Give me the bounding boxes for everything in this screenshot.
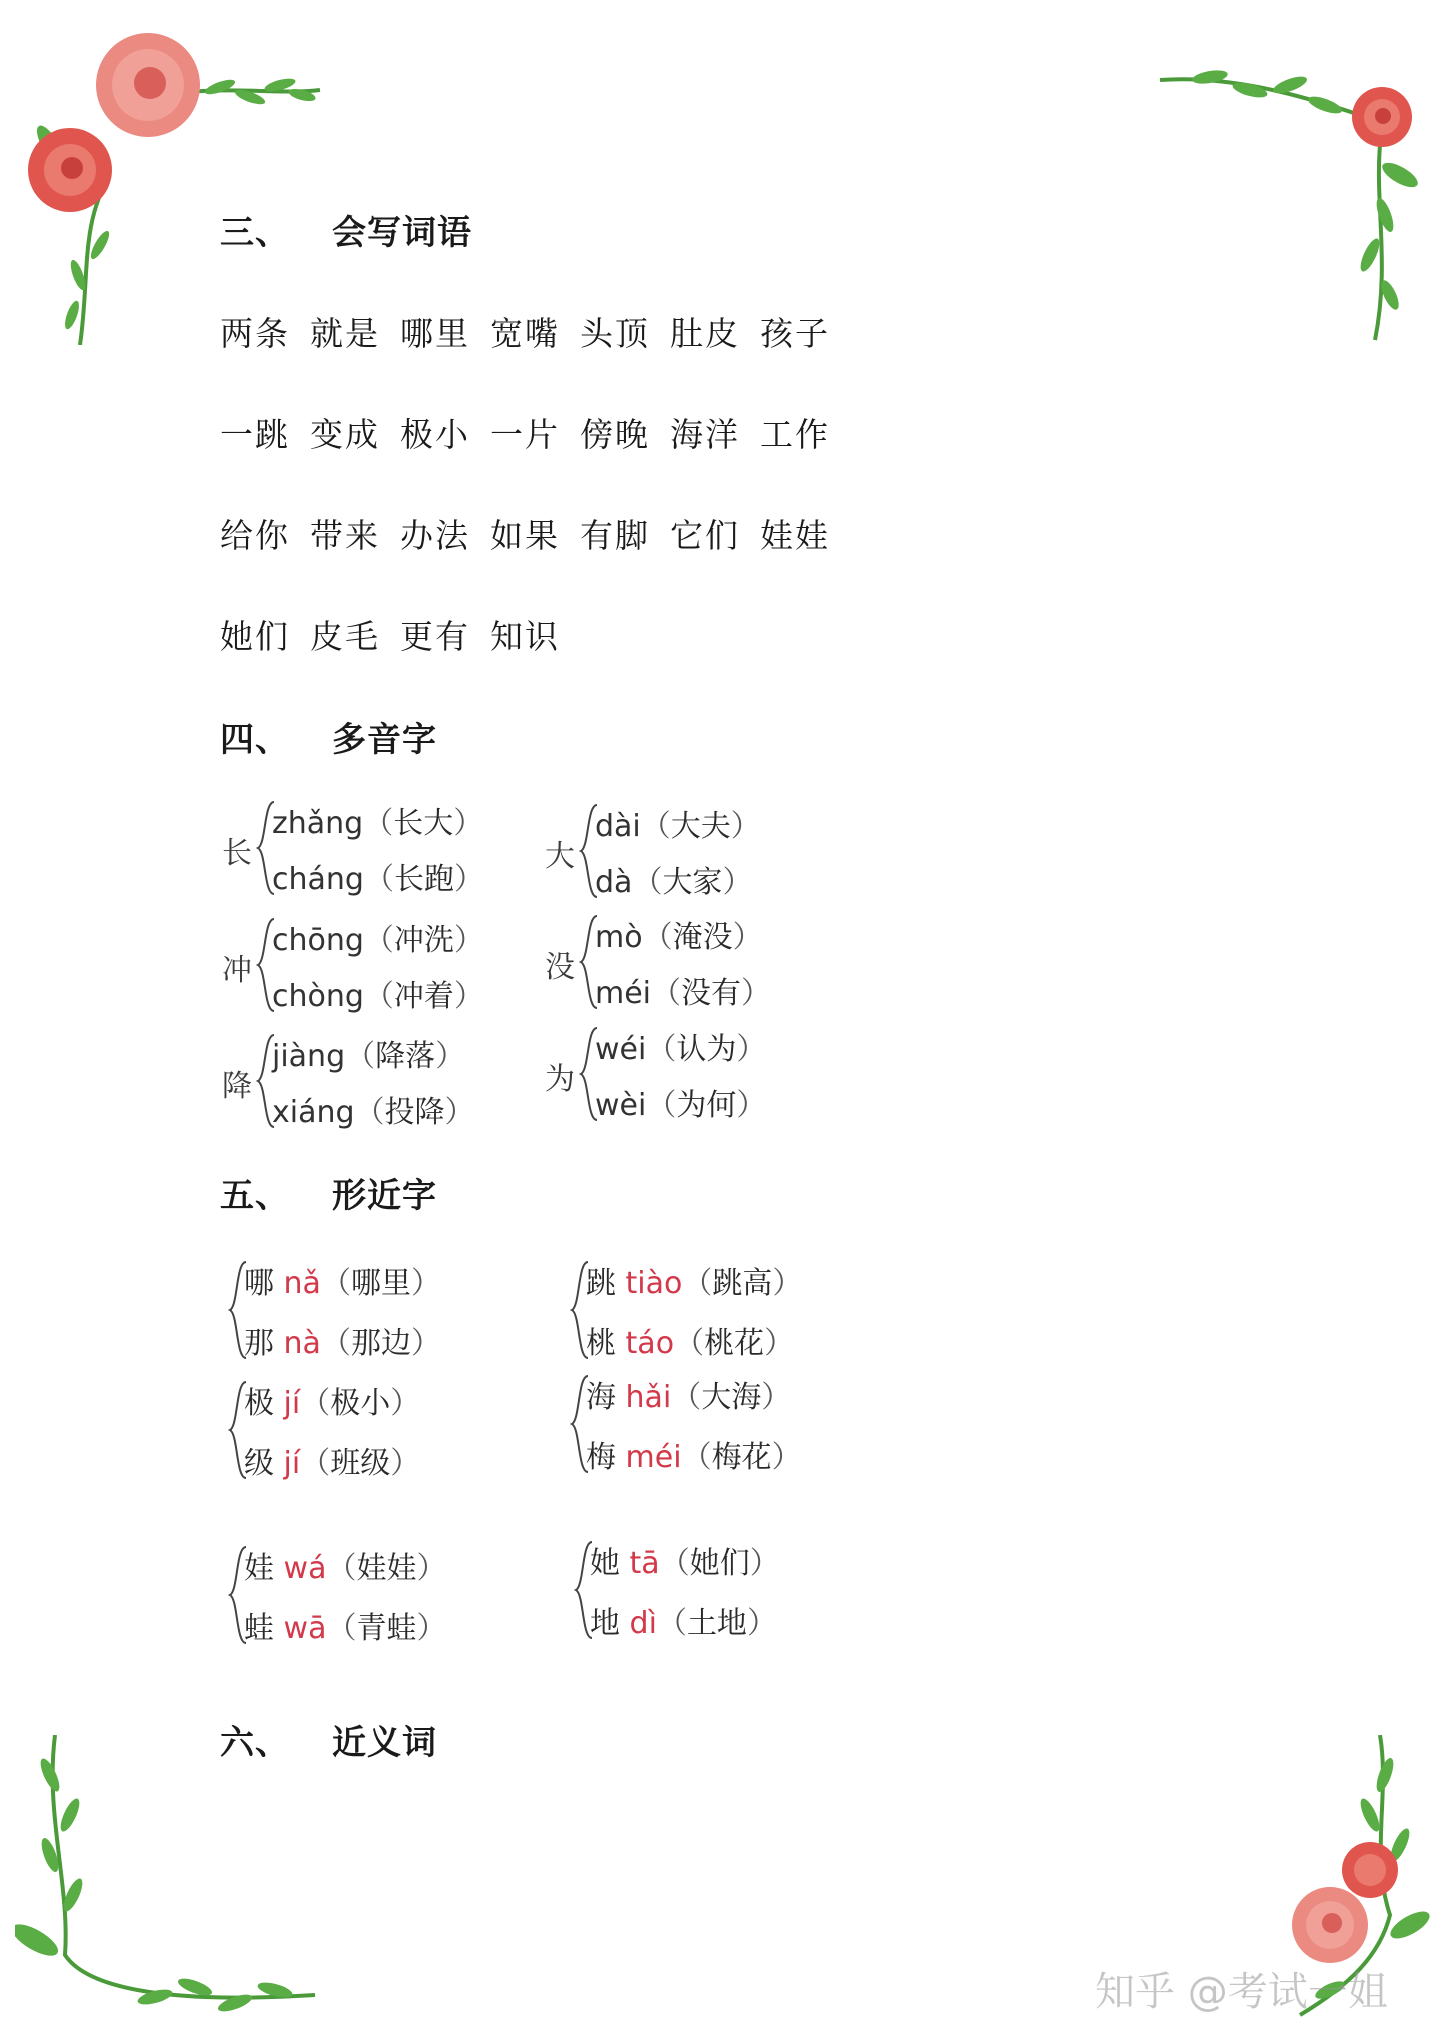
pinyin: méi xyxy=(625,1440,682,1475)
paren-close: ） xyxy=(749,1546,780,1581)
polyphone-char: 大 xyxy=(545,839,575,874)
example-word: 跳高 xyxy=(712,1266,773,1301)
paren-open: （ xyxy=(300,1446,331,1481)
polyphone-line xyxy=(595,968,771,1012)
similar-line xyxy=(244,1438,420,1482)
example-word: 青蛙 xyxy=(356,1611,417,1646)
word: 知识 xyxy=(490,617,560,656)
polyphone-line xyxy=(595,801,761,845)
paren-close: ） xyxy=(416,1611,447,1646)
example-word: 为何 xyxy=(676,1088,737,1123)
paren-close: ） xyxy=(416,1551,447,1586)
pinyin: jiàng xyxy=(272,1039,346,1074)
paren-open: （ xyxy=(674,1326,705,1361)
word-row-4 xyxy=(220,611,580,658)
paren-close: ） xyxy=(453,923,484,958)
pinyin: dài xyxy=(595,809,641,844)
polyphone-line xyxy=(272,854,484,898)
section-number: 三、 xyxy=(220,213,290,253)
section-number: 四、 xyxy=(220,720,290,760)
example-word: 她们 xyxy=(689,1546,750,1581)
section-title-3 xyxy=(220,205,472,254)
paren-close: ） xyxy=(730,809,761,844)
char: 跳 xyxy=(586,1266,616,1301)
paren-close: ） xyxy=(764,1326,795,1361)
polyphone-line xyxy=(272,915,484,959)
section-title-6 xyxy=(220,1715,437,1764)
paren-close: ） xyxy=(722,865,753,900)
example-word: 淹没 xyxy=(672,920,733,955)
pinyin: dì xyxy=(629,1606,657,1641)
similar-line xyxy=(244,1258,441,1302)
word: 极小 xyxy=(400,415,470,454)
example-word: 投降 xyxy=(384,1095,445,1130)
word: 娃娃 xyxy=(760,516,830,555)
pinyin: mò xyxy=(595,920,643,955)
pinyin: nǎ xyxy=(283,1266,321,1301)
paren-close: ） xyxy=(761,1380,792,1415)
char: 极 xyxy=(244,1386,274,1421)
pinyin: wéi xyxy=(595,1032,647,1067)
word: 两条 xyxy=(220,314,290,353)
similar-line xyxy=(244,1543,446,1587)
word-row-2 xyxy=(220,409,850,456)
pinyin: dà xyxy=(595,865,633,900)
paren-close: ） xyxy=(772,1266,803,1301)
word: 就是 xyxy=(310,314,380,353)
word: 肚皮 xyxy=(670,314,740,353)
section-heading: 近义词 xyxy=(332,1723,437,1763)
paren-close: ） xyxy=(741,976,772,1011)
word: 一片 xyxy=(490,415,560,454)
section-heading: 形近字 xyxy=(332,1176,437,1216)
word: 更有 xyxy=(400,617,470,656)
polyphone-char: 为 xyxy=(545,1062,575,1097)
char: 娃 xyxy=(244,1551,274,1586)
example-word: 极小 xyxy=(330,1386,391,1421)
polyphone-line xyxy=(595,1080,766,1124)
polyphone-char: 长 xyxy=(222,836,252,871)
example-word: 大海 xyxy=(701,1380,762,1415)
paren-close: ） xyxy=(390,1386,421,1421)
char: 梅 xyxy=(586,1440,616,1475)
char: 她 xyxy=(590,1546,620,1581)
example-word: 长大 xyxy=(393,806,454,841)
paren-close: ） xyxy=(444,1095,475,1130)
paren-open: （ xyxy=(682,1266,713,1301)
paren-close: ） xyxy=(736,1088,767,1123)
char: 蛙 xyxy=(244,1611,274,1646)
watermark: 知乎 @考试一姐 xyxy=(1095,1969,1388,2015)
paren-open: （ xyxy=(354,1095,385,1130)
word-row-1 xyxy=(220,308,850,355)
similar-line xyxy=(586,1318,794,1362)
word: 给你 xyxy=(220,516,290,555)
char: 桃 xyxy=(586,1326,616,1361)
paren-close: ） xyxy=(410,1266,441,1301)
word: 宽嘴 xyxy=(490,314,560,353)
paren-close: ） xyxy=(453,862,484,897)
paren-open: （ xyxy=(363,979,394,1014)
example-word: 娃娃 xyxy=(356,1551,417,1586)
similar-line xyxy=(586,1372,791,1416)
pinyin: chòng xyxy=(272,979,364,1014)
paren-open: （ xyxy=(671,1380,702,1415)
polyphone-char: 没 xyxy=(545,950,575,985)
char: 海 xyxy=(586,1380,616,1415)
paren-close: ） xyxy=(435,1039,466,1074)
bottom-left-floral-icon xyxy=(15,1735,325,2025)
section-heading: 会写词语 xyxy=(332,213,472,253)
paren-open: （ xyxy=(646,1032,677,1067)
paren-close: ） xyxy=(453,979,484,1014)
top-right-floral-icon xyxy=(1150,55,1430,345)
similar-line xyxy=(586,1258,802,1302)
section-title-4 xyxy=(220,712,437,761)
paren-open: （ xyxy=(632,865,663,900)
example-word: 哪里 xyxy=(350,1266,411,1301)
word: 皮毛 xyxy=(310,617,380,656)
paren-open: （ xyxy=(363,806,394,841)
example-word: 桃花 xyxy=(704,1326,765,1361)
section-title-5 xyxy=(220,1168,437,1217)
paren-close: ） xyxy=(736,1032,767,1067)
example-word: 那边 xyxy=(350,1326,411,1361)
paren-open: （ xyxy=(659,1546,690,1581)
similar-line xyxy=(586,1432,802,1476)
paren-open: （ xyxy=(320,1266,351,1301)
paren-open: （ xyxy=(651,976,682,1011)
example-word: 班级 xyxy=(330,1446,391,1481)
paren-close: ） xyxy=(453,806,484,841)
word: 一跳 xyxy=(220,415,290,454)
pinyin: jí xyxy=(283,1386,301,1421)
word: 孩子 xyxy=(760,314,830,353)
polyphone-char: 降 xyxy=(222,1069,252,1104)
polyphone-line xyxy=(595,857,752,901)
polyphone-line xyxy=(272,1087,475,1131)
word: 头顶 xyxy=(580,314,650,353)
pinyin: cháng xyxy=(272,862,364,897)
paren-open: （ xyxy=(345,1039,376,1074)
pinyin: wèi xyxy=(595,1088,647,1123)
paren-close: ） xyxy=(410,1326,441,1361)
example-word: 冲着 xyxy=(393,979,454,1014)
word: 海洋 xyxy=(670,415,740,454)
polyphone-line xyxy=(595,1024,766,1068)
paren-close: ） xyxy=(390,1446,421,1481)
paren-open: （ xyxy=(640,809,671,844)
paren-open: （ xyxy=(300,1386,331,1421)
pinyin: xiáng xyxy=(272,1095,355,1130)
word-row-3 xyxy=(220,510,850,557)
pinyin: jí xyxy=(283,1446,301,1481)
pinyin: hǎi xyxy=(625,1380,672,1415)
example-word: 没有 xyxy=(681,976,742,1011)
char: 哪 xyxy=(244,1266,274,1301)
similar-line xyxy=(590,1598,777,1642)
word: 带来 xyxy=(310,516,380,555)
similar-line xyxy=(244,1378,420,1422)
section-number: 五、 xyxy=(220,1176,290,1216)
top-left-floral-icon xyxy=(20,25,340,345)
polyphone-line xyxy=(595,912,763,956)
similar-line xyxy=(244,1318,441,1362)
paren-open: （ xyxy=(363,923,394,958)
word: 变成 xyxy=(310,415,380,454)
paren-open: （ xyxy=(326,1551,357,1586)
paren-open: （ xyxy=(326,1611,357,1646)
pinyin: wá xyxy=(283,1551,327,1586)
example-word: 认为 xyxy=(676,1032,737,1067)
word: 工作 xyxy=(760,415,830,454)
pinyin: chōng xyxy=(272,923,364,958)
pinyin: zhǎng xyxy=(272,806,364,841)
paren-open: （ xyxy=(363,862,394,897)
paren-open: （ xyxy=(656,1606,687,1641)
example-word: 大夫 xyxy=(670,809,731,844)
pinyin: táo xyxy=(625,1326,675,1361)
example-word: 降落 xyxy=(375,1039,436,1074)
paren-open: （ xyxy=(642,920,673,955)
word: 她们 xyxy=(220,617,290,656)
example-word: 梅花 xyxy=(711,1440,772,1475)
pinyin: tā xyxy=(629,1546,660,1581)
similar-line xyxy=(244,1603,446,1647)
section-heading: 多音字 xyxy=(332,720,437,760)
example-word: 土地 xyxy=(686,1606,747,1641)
example-word: 大家 xyxy=(662,865,723,900)
paren-close: ） xyxy=(746,1606,777,1641)
char: 级 xyxy=(244,1446,274,1481)
word: 傍晚 xyxy=(580,415,650,454)
char: 那 xyxy=(244,1326,274,1361)
word: 办法 xyxy=(400,516,470,555)
section-number: 六、 xyxy=(220,1723,290,1763)
paren-open: （ xyxy=(646,1088,677,1123)
paren-close: ） xyxy=(771,1440,802,1475)
pinyin: méi xyxy=(595,976,652,1011)
pinyin: nà xyxy=(283,1326,321,1361)
word: 有脚 xyxy=(580,516,650,555)
example-word: 长跑 xyxy=(393,862,454,897)
paren-open: （ xyxy=(320,1326,351,1361)
word: 哪里 xyxy=(400,314,470,353)
char: 地 xyxy=(590,1606,620,1641)
polyphone-char: 冲 xyxy=(222,953,252,988)
example-word: 冲洗 xyxy=(393,923,454,958)
polyphone-line xyxy=(272,971,484,1015)
similar-line xyxy=(590,1538,780,1582)
word: 它们 xyxy=(670,516,740,555)
paren-close: ） xyxy=(732,920,763,955)
pinyin: wā xyxy=(283,1611,327,1646)
paren-open: （ xyxy=(681,1440,712,1475)
word: 如果 xyxy=(490,516,560,555)
pinyin: tiào xyxy=(625,1266,683,1301)
polyphone-line xyxy=(272,1031,465,1075)
polyphone-line xyxy=(272,798,483,842)
